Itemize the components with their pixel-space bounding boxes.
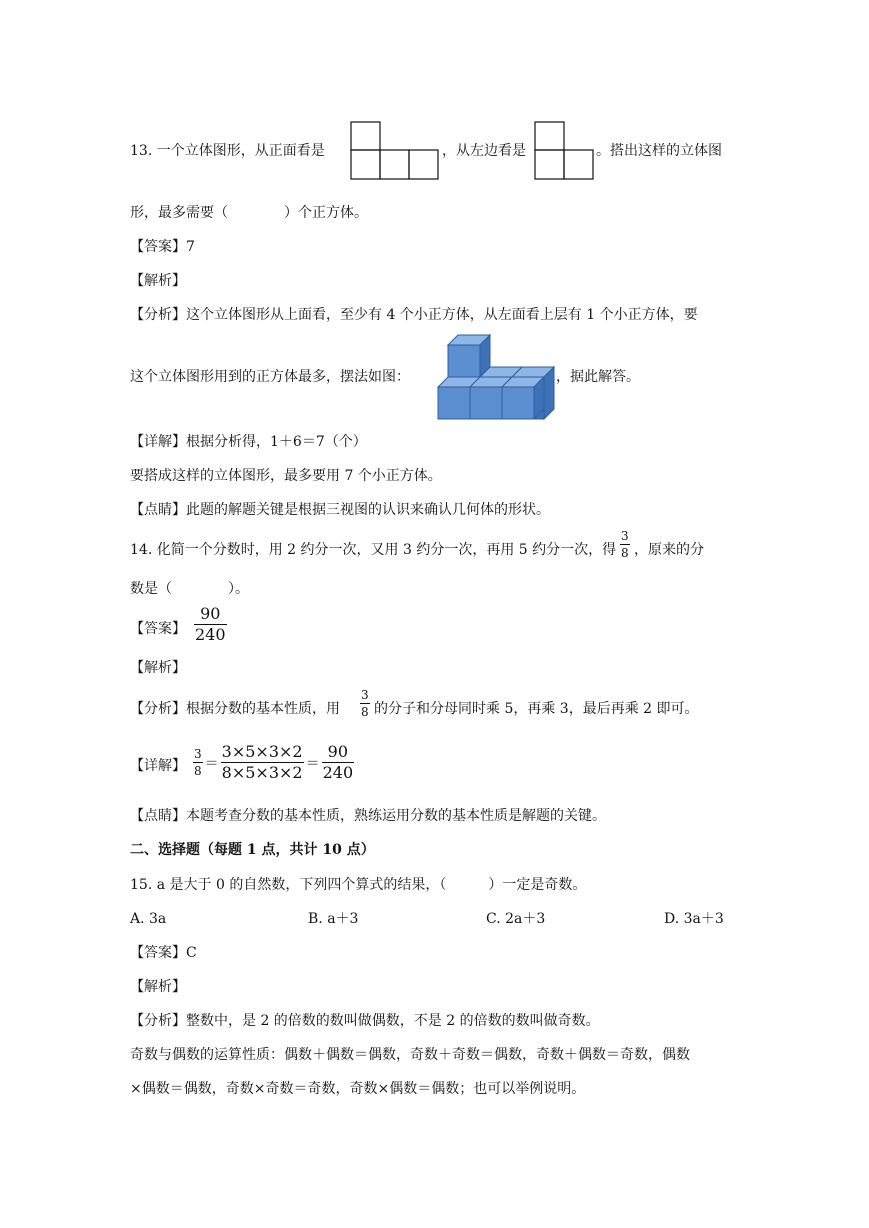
q14-fenxi-fraction bbox=[360, 689, 370, 718]
q14-dianjing: 【点睛】本题考查分数的基本性质，熟练运用分数的基本性质是解题的关键。 bbox=[130, 808, 606, 824]
eq-frac3-numerator: 90 bbox=[327, 742, 349, 761]
cube-arrangement-image bbox=[436, 333, 556, 423]
q13-xiangjie-line2: 要搭成这样的立体图形，最多要用 7 个小正方体。 bbox=[130, 468, 442, 484]
q14-fenxi-part1: 【分析】根据分数的基本性质，用 bbox=[130, 701, 340, 717]
front-view-diagram bbox=[350, 121, 440, 181]
q14-answer-fraction bbox=[194, 606, 227, 643]
q13-dianjing: 【点睛】此题的解题关键是根据三视图的认识来确认几何体的形状。 bbox=[130, 502, 550, 518]
q14-answer-label: 【答案】 bbox=[130, 621, 186, 637]
q14-line2: 数是（ ）。 bbox=[130, 581, 249, 597]
section-2-title: 二、选择题（每题 1 点，共计 10 点） bbox=[130, 842, 375, 858]
q13-jiexi: 【解析】 bbox=[130, 273, 186, 289]
q13-line1-part1: 13. 一个立体图形，从正面看是 bbox=[130, 143, 325, 159]
q15-rule-line2: ×偶数＝偶数，奇数×奇数＝奇数，奇数×偶数＝偶数；也可以举例说明。 bbox=[130, 1081, 586, 1097]
eq-frac2-denominator: 8×5×3×2 bbox=[221, 763, 303, 782]
q14-result-numerator: 3 bbox=[621, 529, 629, 543]
q14-fenxi-part2: 的分子和分母同时乘 5，再乘 3，最后再乘 2 即可。 bbox=[374, 701, 699, 717]
q13-line1-part3: 。搭出这样的立体图 bbox=[596, 143, 722, 159]
q15-question: 15. a 是大于 0 的自然数，下列四个算式的结果，（ ）一定是奇数。 bbox=[130, 877, 587, 893]
q15-option-a: A. 3a bbox=[130, 911, 167, 927]
q15-fenxi: 【分析】整数中，是 2 的倍数的数叫做偶数，不是 2 的倍数的数叫做奇数。 bbox=[130, 1013, 600, 1029]
eq-sign-1: ＝ bbox=[204, 755, 219, 772]
eq-frac1-denominator: 8 bbox=[194, 764, 202, 778]
q13-fenxi-line1: 【分析】这个立体图形从上面看，至少有 4 个小正方体，从左面看上层有 1 个小正方体，要 bbox=[130, 307, 698, 323]
q15-answer: 【答案】C bbox=[130, 945, 197, 961]
q13-xiangjie-line1: 【详解】根据分析得，1＋6＝7（个） bbox=[130, 434, 367, 450]
q14-jiexi: 【解析】 bbox=[130, 660, 186, 676]
q15-jiexi: 【解析】 bbox=[130, 979, 186, 995]
q14-equation bbox=[193, 744, 354, 781]
q14-fenxi-denominator: 8 bbox=[361, 705, 369, 719]
eq-frac3-denominator: 240 bbox=[322, 763, 354, 782]
q14-fenxi-numerator: 3 bbox=[361, 688, 369, 702]
q15-option-c: C. 2a＋3 bbox=[486, 911, 546, 927]
q13-answer: 【答案】7 bbox=[130, 239, 195, 255]
q13-fenxi-line2-part2: ，据此解答。 bbox=[556, 369, 640, 385]
eq-frac2-numerator: 3×5×3×2 bbox=[221, 742, 303, 761]
eq-sign-2: ＝ bbox=[305, 755, 320, 772]
q15-rule-line1: 奇数与偶数的运算性质：偶数＋偶数＝偶数，奇数＋奇数＝偶数，奇数＋偶数＝奇数，偶数 bbox=[130, 1047, 690, 1063]
q14-result-denominator: 8 bbox=[621, 546, 629, 560]
q13-line1-part2: ，从左边看是 bbox=[442, 143, 526, 159]
q14-line1-part2: ，原来的分 bbox=[634, 542, 704, 558]
q14-answer-denominator: 240 bbox=[195, 625, 226, 644]
q14-line1-part1: 14. 化简一个分数时，用 2 约分一次，又用 3 约分一次，再用 5 约分一次，得 bbox=[130, 542, 617, 558]
q14-result-fraction bbox=[620, 530, 630, 559]
q15-option-d: D. 3a＋3 bbox=[664, 911, 724, 927]
q14-xiangjie-label: 【详解】 bbox=[130, 758, 186, 774]
eq-frac1-numerator: 3 bbox=[194, 747, 202, 761]
left-view-diagram bbox=[534, 121, 596, 181]
q13-fenxi-line2-part1: 这个立体图形用到的正方体最多，摆法如图： bbox=[130, 369, 410, 385]
q13-line2: 形，最多需要（ ）个正方体。 bbox=[130, 205, 368, 221]
q14-answer-numerator: 90 bbox=[200, 604, 221, 623]
q15-option-b: B. a＋3 bbox=[308, 911, 359, 927]
